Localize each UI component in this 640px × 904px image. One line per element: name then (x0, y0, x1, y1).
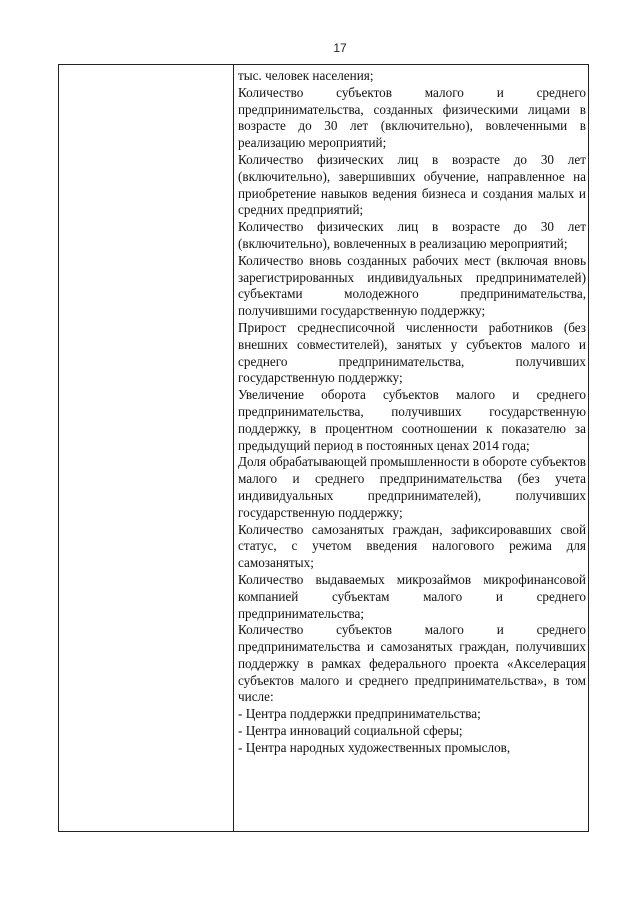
indicator-line: - Центра поддержки предпринимательства; (238, 706, 481, 722)
indicator-line: тыс. человек населения; (238, 68, 374, 83)
table-row (59, 65, 589, 832)
indicator-list (234, 65, 588, 757)
indicator-line: Увеличение оборота субъектов малого и среднего предпринимательства, получивших государственную поддержку, в процентном соотношении к показателю за предыдущий период в постоянных ценах 2014 года; (238, 387, 586, 453)
indicator-line: Количество физических лиц в возрасте до 30 лет (включительно), завершивших обучение, направленное на приобретение навыков ведения бизнеса и создания малых и средних предприятий; (238, 151, 586, 218)
page-number: 17 (333, 41, 347, 55)
table-cell-left (59, 65, 234, 832)
indicators-table (58, 64, 589, 832)
indicator-line: Количество физических лиц в возрасте до 30 лет (включительно), вовлеченных в реализацию мероприятий; (238, 219, 586, 251)
indicator-line: Прирост среднесписочной численности работников (без внешних совместителей), занятых у субъектов малого и среднего предпринимательства, получивших государственную поддержку; (238, 319, 586, 386)
indicator-line: Доля обрабатывающей промышленности в обороте субъектов малого и среднего предпринимательства (без учета индивидуальных предпринимателей), получивших государственную поддержку; (238, 454, 587, 520)
indicator-line: Количество самозанятых граждан, зафиксировавших свой статус, с учетом введения налогового режима для самозанятых; (238, 521, 586, 571)
indicator-line: Количество вновь созданных рабочих мест (включая вновь зарегистрированных индивидуальных предпринимателей) субъектами молодежного предпринимательства, получившими государственную поддержку; (238, 252, 586, 319)
indicator-line: Количество выдаваемых микрозаймов микрофинансовой компанией субъектам малого и среднего предпринимательства; (238, 571, 586, 621)
table-cell-right (234, 65, 589, 832)
indicator-line: Количество субъектов малого и среднего предпринимательства, созданных физическими лицами в возрасте до 30 лет (включительно), вовлеченными в реализацию мероприятий; (238, 84, 586, 151)
indicator-line: Количество субъектов малого и среднего предпринимательства и самозанятых граждан, получивших поддержку в рамках федерального проекта «Акселерация субъектов малого и среднего предпринимательства», в том числе: (238, 622, 586, 705)
indicator-line: - Центра инноваций социальной сферы; (238, 723, 463, 739)
indicator-line: - Центра народных художественных промыслов, (238, 739, 511, 755)
